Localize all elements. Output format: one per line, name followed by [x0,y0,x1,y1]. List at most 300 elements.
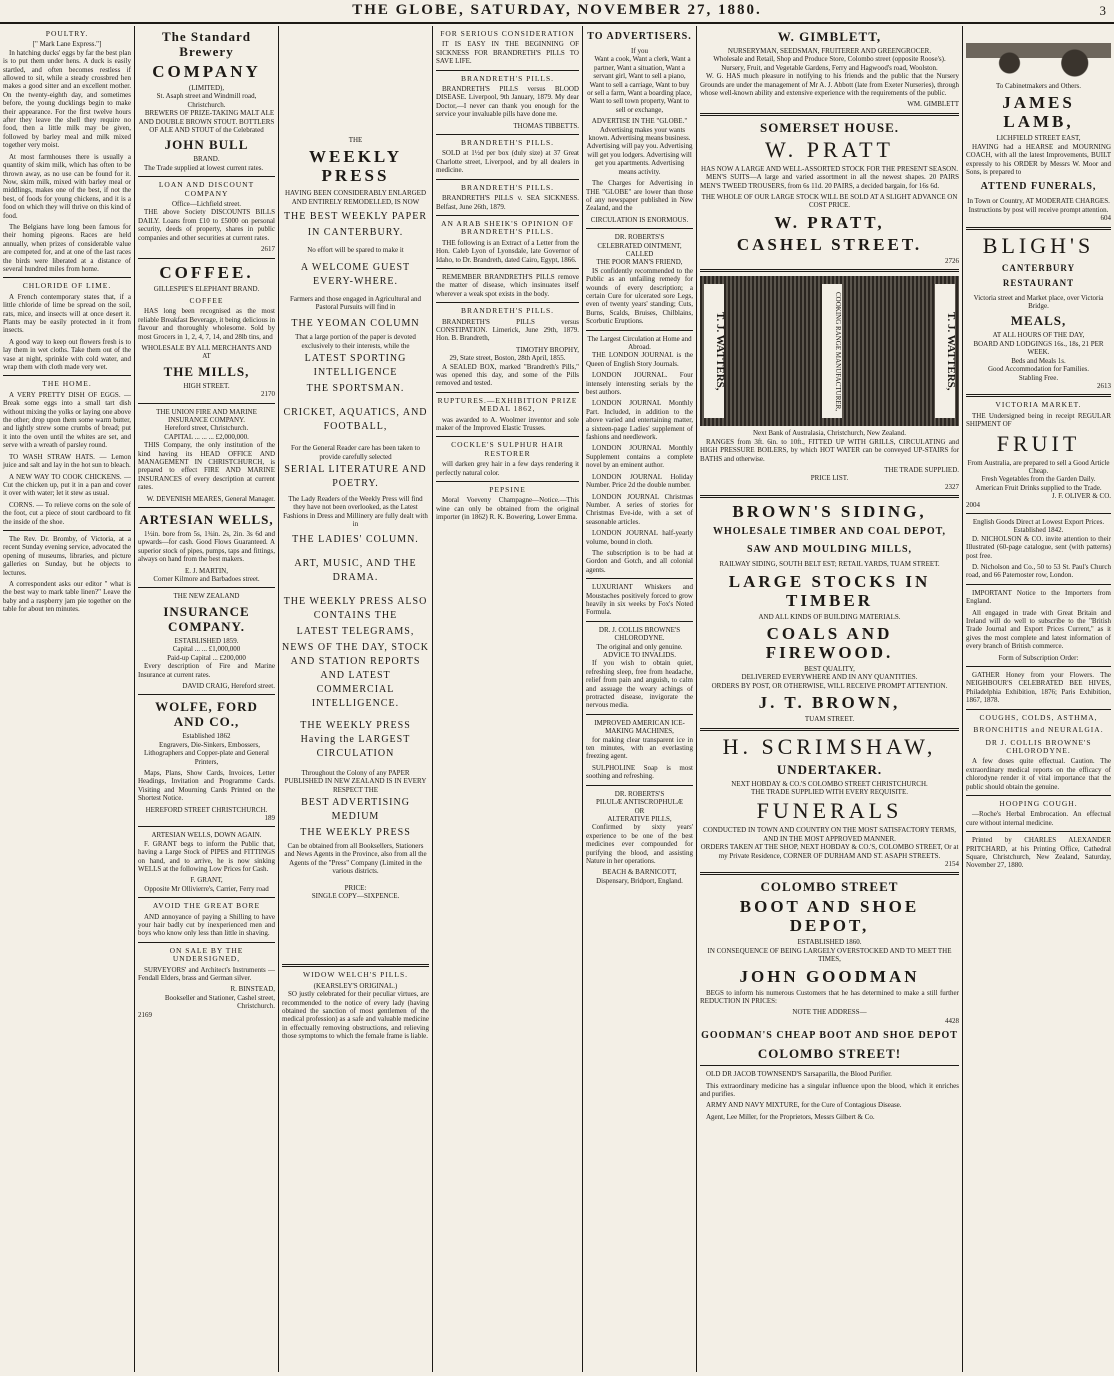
divider [3,277,131,278]
watters-center-label: COOKING RANGE MANUFACTURER, [822,284,842,418]
masthead [0,0,1114,24]
cabinetmakers-heading: To Cabinetmakers and Others. [995,82,1082,90]
coals-quality: BEST QUALITY, [804,664,855,673]
browns-address: RAILWAY SIDING, SOUTH BELT EST; RETAIL YARDS, TUAM STREET. [719,560,940,569]
brewery-title: The Standard Brewery [162,29,251,59]
fruit-american: American Fruit Drinks supplied to the Trade. [975,483,1102,492]
insurance-capital: CAPITAL ... ... ... £2,000,000. [164,432,249,441]
gather-body: GATHER Honey from your Flowers. The NEIGHBOUR'S CELEBRATED BEE HIVES, Philadelphia Exhibition, 1876; Paris Exhibition, 1867, 1878. [966,671,1111,705]
watters-address: Next Bank of Australasia, Christchurch, New Zealand. [753,429,906,438]
divider [3,530,131,531]
browns-heading: BROWN'S SIDING, [732,502,927,522]
invalids-heading: ADVICE TO INVALIDS. [603,651,676,659]
article-heading: POULTRY. [45,29,89,38]
insurance-agent: W. DEVENISH MEARES, General Manager. [146,494,275,503]
brandreth-signature: TIMOTHY BROPHY, [515,345,579,354]
funerals-body: CONDUCTED IN TOWN AND COUNTRY ON THE MOST SATISFACTORY TERMS, AND IN THE MOST APPROVED MANNER. [703,826,956,843]
brandreth-heading: BRANDRETH'S PILLS. [460,306,555,316]
ice-machine-body: for making clear transparent ice in ten minutes, with an everlasting freezing agent. [586,735,693,761]
bligh-beds: Beds and Meals 1s. [1011,356,1066,365]
widow-body: SO justly celebrated for their peculiar virtues, are recommended to the notice of every lady (having obtained the sanction of most gentlemen of the medical profession) as a safe and valuable medicine in effectually removing obstructions, and relieving those symptoms to which the female frame is liable. [282,990,429,1041]
bligh-hours: AT ALL HOURS OF THE DAY, [992,331,1085,340]
lamb-funerals: ATTEND FUNERALS, [980,181,1097,193]
ad-ref-number: 4428 [945,1016,959,1025]
ice-machine-heading: IMPROVED AMERICAN ICE-MAKING MACHINES, [594,718,685,736]
divider [436,268,579,269]
page-number: 3 [1099,3,1106,18]
wolfe-established: Established 1862 [182,732,231,741]
collis2-body: A few doses quite effectual. Caution. The extraordinary medical reports on the efficacy of chlorodyne render it of vital importance that the public should obtain the genuine. [966,757,1111,791]
nz-established: ESTABLISHED 1859. [174,636,239,645]
divider [436,134,579,135]
pepsine-heading: PEPSINE [489,485,526,495]
ruptures-heading: RUPTURES.—EXHIBITION PRIZE MEDAL 1862, [437,395,578,414]
weekly-yeoman-body: That a large portion of the paper is devoted exclusively to their interests, while the [295,333,416,350]
brandreth-heading: BRANDRETH'S PILLS. [460,182,555,192]
goodman-note: NOTE THE ADDRESS— [792,1008,867,1017]
bore-body: AND annoyance of paying a Shilling to have your hair badly cut by inexperienced men and boys who know only less than little in shaving. [138,912,275,938]
newspaper-title: THE GLOBE, SATURDAY, NOVEMBER 27, 1880. [352,2,762,18]
bore-heading: AVOID THE GREAT BORE [152,901,261,911]
scrimshaw-next: NEXT HOBDAY & CO.'S COLOMBO STREET CHRISTCHURCH. [731,779,928,788]
lamb-heading: JAMES LAMB, [1002,93,1075,132]
lamb-street: LICHFIELD STREET EAST, [996,134,1081,143]
brown-name: J. T. BROWN, [758,693,901,713]
divider [700,269,959,272]
divider [138,176,275,177]
ad-ref-number: 2726 [945,256,959,265]
boot-established: ESTABLISHED 1860. [797,938,862,947]
divider [436,70,579,71]
goodman-street: COLOMBO STREET! [757,1046,902,1062]
weekly-farmers: Farmers and those engaged in Agricultural and Pastoral Pursuits will find in [289,294,422,312]
pills-title: PILULÆ ANTISCROPHULÆ [596,798,683,807]
advertisers-circulation: CIRCULATION IS ENORMOUS. [590,215,689,224]
pepsine-body: Moral Voeveny Champagne—Notice.—This wine can only be obtained from the original importer (in 1862) R. K. Bowering, Lower Emma. [436,496,579,522]
goodman-body: BEGS to inform his numerous Customers that he has determined to make a still further REDUCTION IN PRICES: [700,988,959,1006]
nz-paid: Paid-up Capital ... £200,000 [167,653,246,662]
brandreth-body: BRANDRETH'S PILLS versus BLOOD DISEASE. Liverpool, 9th January, 1879. My dear Doctor,—I never can thank you enough for the service your invaluable pills have done me. [436,85,579,119]
divider [966,666,1111,667]
bronchitis-heading: BRONCHITIS and NEURALGIA. [973,725,1104,735]
sale-heading: ON SALE BY THE UNDERSIGNED, [169,945,244,964]
divider [586,578,693,579]
weekly-circulation: THE WEEKLY PRESS Having the LARGEST CIRCULATION [300,719,411,759]
gimblett-nursery: Nursery, Fruit, and Vegetable Gardens, Ferry and Hagwood's road, Woolston. [721,63,938,72]
important-body: All engaged in trade with Great Britain and Ireland will do well to subscribe to the "British Trade Journal and Export Prices Current," as it gives the most complete and latest information of every branch of British commerce. [966,608,1111,651]
brandreth-body: BRANDRETH'S PILLS versus CONSTIPATION. Limerick, June 29th, 1879. Hon. B. Brandreth, [436,317,579,343]
collis-sub: The original and only genuine. [596,642,683,651]
pills-heading: DR. ROBERTS'S [614,789,665,798]
gimblett-address: Wholesale and Retail, Shop and Produce Store, Colombo street (opposite Roose's). [713,55,946,64]
advertisers-globe: ADVERTISE IN THE "GLOBE." [591,117,688,126]
divider [138,826,275,827]
weekly-cricket: CRICKET, AQUATICS, AND FOOTBALL, [283,407,428,433]
divider [700,728,959,731]
weekly-general: For the General Reader care has been taken to provide carefully selected [290,444,421,461]
pratt-items: MEN'S SUITS—A large and varied assortment in all the newest shapes. 20 PAIRS MEN'S TWEED TROUSERS, from 6s 11d. 20 PAIRS, a decided bargain, for 16s 6d. [700,173,959,190]
divider [436,481,579,482]
coughs-heading: COUGHS, COLDS, ASTHMA, [979,712,1098,722]
weekly-effort: No effort will be spared to make it [307,246,404,255]
browns-stocks: LARGE STOCKS IN TIMBER [728,571,931,610]
insurance-sub: Hereford street, Christchurch. [164,424,249,433]
coals-heading: COALS AND FIREWOOD. [765,623,894,662]
sheik-body: THE following is an Extract of a Letter from the Hon. Caleb Lyon of Lyonsdale, late Governor of Idaho, to Dr. Brandreth, dated Cairo, Egypt, 1866. [436,238,579,264]
ointment-called: CALLED [625,249,654,258]
pratt-whole: THE WHOLE OF OUR LARGE STOCK WILL BE SOLD AT A SLIGHT ADVANCE ON COST PRICE. [701,193,958,210]
ad-ref-number: 2170 [261,390,275,399]
ad-ref-number: 604 [1100,214,1111,223]
pills-or: OR [634,806,645,815]
remember-body: REMEMBER BRANDRETH'S PILLS remove the matter of disease, which insinuates itself wherever a weak spot exists in the body. [436,272,579,298]
wolfe-body2: Maps, Plans, Show Cards, Invoices, Letter Headings, Invitation and Programme Cards. Visiting and Mourning Cards Printed on the Shortest Notice. [138,768,275,803]
weekly-ladies-col: THE LADIES' COLUMN. [292,533,419,545]
bligh-address: Victoria street and Market place, over Victoria Bridge. [973,293,1104,311]
divider [138,587,275,588]
hooping-body: —Roche's Herbal Embrocation. An effectual cure without internal medicine. [966,810,1111,827]
divider [966,584,1111,585]
hooping-heading: HOOPING COUGH. [999,798,1078,808]
article-paragraph: The Belgians have long been famous for their homing pigeons. Races are held annually, when prizes of considerable value are competed for, and at one of the last races the birds were liberated at a distance of several hundred miles from home. [3,222,131,273]
ad-ref-number: 2613 [1097,381,1111,390]
brewery-limited: (LIMITED), [188,84,225,92]
sale-name: R. BINSTEAD, [230,985,275,994]
invalids-body: If you wish to obtain quiet, refreshing sleep, free from headache, relief from pain and anguish, to calm and assuage the weary achings of protracted disease, invigorate the nervous media. [586,659,693,710]
weekly-serial: SERIAL LITERATURE AND POETRY. [284,464,427,490]
sale-body: SURVEYORS' and Architect's Instruments — Fendall Elders, brass and German silver. [138,965,275,983]
divider [966,513,1111,514]
bligh-accom: Good Accommodation for Families. [987,365,1090,374]
circulation-heading: The Largest Circulation at Home and Abroad. [587,334,692,351]
ad-ref-number: 2004 [966,500,980,509]
insurance-heading: THE UNION FIRE AND MARINE INSURANCE COMPANY. [156,407,257,424]
weekly-contains: THE WEEKLY PRESS ALSO CONTAINS THE [283,595,428,621]
divider [586,785,693,786]
nz-capital: Capital ... ... £1,000,000 [172,645,241,654]
hearse-illustration [966,28,1111,78]
sarsaparilla-body: This extraordinary medicine has a singular influence upon the blood, which it enriches and purifies. [700,1081,959,1099]
nz-heading: THE NEW ZEALAND [173,592,240,601]
article-paragraph: The Rev. Dr. Bromby, of Victoria, at a recent Sunday evening service, advocated the opening of museums, libraries, and picture galleries on Sunday, but he objects to lectures. [3,534,131,577]
article-paragraph: A NEW WAY TO COOK CHICKENS. — Cut the chicken up, put it in a pan and cover it over with water; let it stew as usual. [3,472,131,498]
gimblett-sub: NURSERYMAN, SEEDSMAN, FRUITERER AND GREENGROCER. [727,47,932,55]
ranges-body: RANGES from 3ft. 6in. to 10ft., FITTED UP WITH GRILLS, CIRCULATING and HIGH PRESSURE BOILERS, by which HOT WATER can be conveyed UP-STAIRS for BATHS and otherwise. [700,437,959,463]
divider [966,394,1111,397]
pratt2-heading: W. PRATT, [774,212,885,232]
divider [138,942,275,943]
divider [700,872,959,875]
artesian-name: F. GRANT, [190,876,223,885]
sheik-heading: AN ARAB SHEIK'S OPINION OF BRANDRETH'S PILLS. [441,218,574,237]
divider [700,495,959,498]
brandreth-signature: THOMAS TIBBETTS. [513,121,579,130]
divider [436,392,579,393]
divider [586,621,693,622]
mills-heading: THE MILLS, [163,363,250,379]
pills-maker: BEACH & BARNICOTT, [602,868,677,877]
cockle-heading: COCKLE'S SULPHUR HAIR RESTORER [451,440,564,458]
sale-address: Bookseller and Stationer, Cashel street, Christchurch. [164,993,275,1011]
article-paragraph: A VERY PRETTY DISH OF EGGS. — Break some eggs into a small tart dish without mixing the yolks or laying one above the other; drop upon them some warm butter, and lightly strew some crumbs of bread; put it into the oven until the whites are set, and serve with a wreath of parsley round. [3,390,131,450]
weekly-the: THE [348,136,363,144]
ointment-title: CELEBRATED OINTMENT, [597,241,682,250]
funerals-heading: FUNERALS [756,798,903,824]
pratt2-street: CASHEL STREET. [736,234,923,254]
weekly-price: SINGLE COPY—SIXPENCE. [311,891,400,900]
ad-ref-number: 2617 [261,245,275,254]
market-heading: VICTORIA MARKET. [995,400,1082,410]
cooking-range-illustration [700,276,959,426]
weekly-ladies: The Lady Readers of the Weekly Press will find they have not been overlooked, as the Latest Fashions in Dress and Millinery are fully dealt with in [283,495,428,529]
pills-body: Confirmed by sixty years' experience to be one of the best medicines ever compounded for purifying the blood, and assisting Nature in her operations. [586,823,693,865]
bligh-sub: CANTERBURY RESTAURANT [1001,262,1076,288]
weekly-order: Can be obtained from all Booksellers, Stationers and News Agents in the Province, also from all the Agents of the "Press" Company (Limited in the various districts. [284,841,427,876]
sulpholine-body: SULPHOLINE Soap is most soothing and refreshing. [586,763,693,781]
watters-right-label: T. J. WATTERS, [935,284,955,418]
collis2-heading: DR J. COLLIS BROWNE'S CHLORODYNE. [985,737,1092,755]
divider [700,113,959,116]
brandreth-body: BRANDRETH'S PILLS v. SEA SICKNESS. Belfast, June 26th, 1879. [436,194,579,211]
divider [966,831,1111,832]
london-journal-ad: LONDON JOURNAL Monthly Part. Included, in addition to the above varied and entertaining matter, a sixteen-page Ladies' supplement of fashions and needlework. [586,399,693,442]
brandreth-body: SOLD at 1½d per box (duly size) at 37 Great Charlotte street, Liverpool, and by all dealers in medicine. [436,149,579,175]
coffee-label: COFFEE [189,295,224,305]
london-journal-ad: LONDON JOURNAL. Four intensely interesting serials by the best authors. [586,371,693,397]
ranges-price: PRICE LIST. [810,474,849,483]
london-journal-ad: LONDON JOURNAL Christmas Number. A series of stories for Christmas Eve-ide, with a set of seasonable articles. [586,492,693,526]
column-brewery-ads [135,26,278,1372]
important-heading: IMPORTANT Notice to the Importers from England. [966,588,1111,606]
article-paragraph: A French contemporary states that, if a little chloride of lime be spread on the soil, rats, mice, and insects will at once desert it. Plants may be easily protected in it from insects. [3,292,131,335]
london-journal-ad: LONDON JOURNAL half-yearly volume, bound in cloth. [586,529,693,546]
nz-agent: DAVID CRAIG, Hereford street. [182,681,275,690]
widow-sub: (KEARSLEY'S ORIGINAL.) [313,981,398,990]
weekly-art: ART, MUSIC, AND THE DRAMA. [294,557,417,583]
goodman-heading: JOHN GOODMAN [739,966,920,986]
brewery-brand-sub: BRAND. [193,155,220,164]
lamb-body: HAVING had a HEARSE and MOURNING COACH, with all the latest Improvements, BUILT expressly to his ORDER by Messrs W. Moor and Sons, is prepared to [966,142,1111,177]
advertisers-charges: The Charges for Advertising in THE "GLOBE" are lower than those of any newspaper published in New Zealand, and the [586,179,693,213]
pills-address: Dispensary, Bridport, England. [596,876,683,885]
ranges-trade: THE TRADE SUPPLIED. [884,465,959,474]
navy-heading: ARMY AND NAVY MIXTURE, for the Cure of Contagious Disease. [706,1101,902,1110]
scrimshaw-trade: THE TRADE SUPPLIED WITH EVERY REQUISITE. [751,787,908,796]
brewery-company: COMPANY [152,62,261,81]
divider [282,964,429,967]
pratt-body: HAS NOW A LARGE AND WELL-ASSORTED STOCK FOR THE PRESENT SEASON. [701,164,958,173]
divider [138,403,275,404]
sarsaparilla-heading: OLD DR JACOB TOWNSEND'S Sarsaparilla, the Blood Purifier. [706,1070,892,1079]
divider [138,694,275,695]
wolfe-address: HEREFORD STREET CHRISTCHURCH. [145,805,268,814]
gimblett-signature: WM. GIMBLETT [907,100,959,109]
london-journal-ad: The subscription is to be had at Gordon and Gotch, and all colonial agents. [586,548,693,574]
goodman-cheap: GOODMAN'S CHEAP BOOT AND SHOE DEPOT [701,1030,958,1042]
weekly-yeoman: THE YEOMAN COLUMN [291,318,420,330]
weekly-news: NEWS OF THE DAY, STOCK AND STATION REPORTS AND LATEST COMMERCIAL INTELLIGENCE. [282,641,429,709]
divider [586,330,693,331]
coals-delivered: DELIVERED EVERYWHERE AND IN ANY QUANTITIES. [741,673,918,682]
weekly-welcome: A WELCOME GUEST EVERY-WHERE. [300,261,411,287]
divider [586,228,693,229]
loan-body: THE above Society DISCOUNTS BILLS DAILY. Loans from £10 to £5000 on personal security, deeds of property, shares in public companies and other securities at current rates. [138,208,275,242]
weekly-sub: HAVING BEEN CONSIDERABLY ENLARGED AND ENTIRELY REMODELLED, IS NOW [284,189,427,206]
ad-ref-number: 2169 [138,1010,152,1019]
column-merchants [697,26,962,1372]
wells-address: Corner Kilmore and Barbadoes street. [153,575,260,584]
navy-body: Agent, Lee Miller, for the Proprietors, Messrs Gilbert & Co. [706,1112,875,1121]
weekly-best: THE BEST WEEKLY PAPER [283,211,428,223]
browns-sub: WHOLESALE TIMBER AND COAL DEPOT, [712,526,947,538]
funerals-orders: ORDERS TAKEN AT THE SHOP, NEXT HOBDAY & CO.'S, COLOMBO STREET, Or at my Private Residence, CORNER OF DURHAM AND ST. ASAPH STREETS. [700,843,959,860]
brewery-footer: The Trade supplied at lowest current rates. [144,163,264,172]
nicholson-address: D. Nicholson and Co., 50 to 53 St. Paul's Church road, and 66 Paternoster row, London. [966,563,1111,580]
lamb-instructions: Instructions by post will receive prompt attention. [968,205,1109,214]
sealed-body: A SEALED BOX, marked "Brandreth's Pills," was opened this day, and some of the Pills removed and tested. [436,362,579,388]
divider [966,795,1111,796]
artesian-body: F. GRANT begs to inform the Public that, having a Large Stock of PIPES and FITTINGS on hand, and to arrive, he is now sinking WELLS at the following Low Prices for Cash. [138,839,275,873]
somerset-heading: SOMERSET HOUSE. [759,119,900,135]
bligh-board: BOARD AND LODGINGS 16s., 18s, 21 PER WEEK. [973,339,1104,357]
market-body: THE Undersigned being in receipt REGULAR SHIPMENT OF [966,411,1111,429]
lamb-charges: In Town or Country, AT MODERATE CHARGES. [967,197,1110,206]
watters-left-label: T. J. WATTERS, [704,284,724,418]
article-paragraph: A correspondent asks our editor " what is the best way to mark table linen?" Leave the baby and a raspberry jam pie together on the table for about ten minutes. [3,579,131,614]
weekly-circ-body: Throughout the Colony of any PAPER PUBLISHED IN NEW ZEALAND IS IN EVERY RESPECT THE [284,768,427,794]
weekly-price-label: PRICE: [344,883,367,892]
divider [436,302,579,303]
brown-street: TUAM STREET. [804,715,855,724]
weekly-telegrams: LATEST TELEGRAMS, [296,625,415,637]
weekly-canterbury: IN CANTERBURY. [307,227,404,239]
boot-consequence: IN CONSEQUENCE OF BEING LARGELY OVERSTOCKED AND TO MEET THE TIMES, [707,946,952,964]
article-paragraph: At most farmhouses there is usually a quantity of skim milk, which has often to be thrown away, as no use can be found for it. Now, skim milk, mixed with barley meal or middlings, makes one of the best, if not the best, of foods for young chickens, and it is a food on which they will thrive on this kind of food. [3,152,131,220]
boot-title: BOOT AND SHOE DEPOT, [739,897,920,936]
article-paragraph: In hatching ducks' eggs by far the best plan is to put them under hens. A duck is easily startled, and often becomes restless if allowed to sit, while a steady crossbred hen makes a good sitter and an excellent mother. On the twenty-eighth day, and sometimes before, the young ducklings begin to make their appearance. For the first twelve hours after they leave the shell they require no food, then a little milk may be given, followed by barley meal and milk mixed together very moist. [3,48,131,150]
divider [3,375,131,376]
coffee-sub: GILLESPIE'S ELEPHANT BRAND. [153,284,260,293]
loan-heading: LOAN AND DISCOUNT COMPANY [158,180,255,198]
column-advertisers [583,26,696,1372]
coffee-wholesale: WHOLESALE BY ALL MERCHANTS AND AT [141,343,272,361]
coffee-heading: COFFEE. [159,262,254,282]
weekly-sportsman: THE SPORTSMAN. [306,383,405,395]
boot-heading: COLOMBO STREET [760,879,899,895]
nz-body: Every description of Fire and Marine Insurance at current rates. [138,662,275,679]
whiskers-body: LUXURIANT Whiskers and Moustaches positively forced to grow heavily in six weeks by Fox's Noted Formula. [586,583,693,617]
collis-heading: DR. J. COLLIS BROWNE'S CHLORODYNE. [598,625,681,643]
divider [436,436,579,437]
weekly-medium: BEST ADVERTISING MEDIUM [301,796,410,822]
divider [436,179,579,180]
bligh-stabling: Stabling Free. [1018,373,1059,382]
divider [966,227,1111,230]
article-paragraph: CORNS. — To relieve corns on the sole of the foot, cut a piece of stout cardboard to fit the inside of the shoe. [3,500,131,526]
insurance-body: THIS Company, the only institution of the kind having its HEAD OFFICE AND MANAGEMENT IN CHRISTCHURCH, is prepared to effect FIRE AND MARINE INSURANCES of every description at current rates. [138,441,275,492]
ointment-name: THE POOR MAN'S FRIEND, [596,258,683,267]
nz-insurance: INSURANCE COMPANY. [163,603,250,634]
scrimshaw-heading: H. SCRIMSHAW, [722,733,937,759]
artesian-address: Opposite Mr Ollivierre's, Carrier, Ferry road [144,884,269,893]
coffee-body: HAS long been recognised as the most reliable Breakfast Beverage, it being delicious in flavour and thoroughly wholesome. Sold by most Grocers in 1, 2, 4, 7, 14, and 28lb tins, and [138,307,275,341]
article-paragraph: A good way to keep out flowers fresh is to lay them in wet cloths. Take them out of the vase at night, sprinkle with cold water, and wrap them with cloth made very wet. [3,337,131,372]
bligh-meals: MEALS, [1010,313,1067,329]
wolfe-heading: WOLFE, FORD AND CO., [155,699,258,730]
brewery-brand: JOHN BULL [164,137,249,153]
column-brandreth-pills [433,26,582,1372]
bligh-heading: BLIGH'S [982,232,1095,258]
advertisers-heading: TO ADVERTISERS. [587,31,692,42]
mills-address: HIGH STREET. [183,381,230,390]
pratt-heading: W. PRATT [765,136,894,162]
brandreth-heading: BRANDRETH'S PILLS. [460,138,555,148]
london-journal-ad: LONDON JOURNAL Monthly Supplement contains a complete novel by an eminent author. [586,444,693,470]
serious-body: IT IS EASY IN THE BEGINNING OF SICKNESS FOR BRANDRETH'S PILLS TO SAVE LIFE. [436,40,579,66]
pills-alt: ALTERATIVE PILLS, [607,814,672,823]
nicholson-est: Established 1842. [1013,526,1064,535]
column-poultry [0,26,134,1372]
browns-materials: AND ALL KINDS OF BUILDING MATERIALS. [758,612,901,621]
advertisers-intro: If you [631,47,648,55]
divider [138,897,275,898]
browns-mill: SAW AND MOULDING MILLS, [746,544,913,556]
fruit-vegetables: Fresh Vegetables from the Garden Daily. [981,475,1096,484]
divider [138,507,275,508]
article-source: [" Mark Lane Express."] [32,40,102,49]
ointment-body: IS confidently recommended to the Public as an unfailing remedy for wounds of every description; a certain Cure for ulcerated sore Legs, even of twenty years' standing; Cuts, Burns, Scalds, Bruises, Chilblains, Scorbutic Eruptions. [586,266,693,326]
wells-body: 1½in. bore from 5s, 1¾in. 2s, 2in. 3s 6d and upwards—for cash. Good Flows Guaranteed. A superior stock of pipes, pumps, taps and fittings, always on hand from the best makers. [138,530,275,564]
cockle-body: will darken grey hair in a few days rendering it perfectly natural color. [436,460,579,477]
brewery-address: St. Asaph street and Windmill road, Christchurch. [156,92,257,109]
advertisers-wants: Want a cook, Want a clerk, Want a partner, Want a situation, Want a servant girl, Want to sell a piano, Want to sell a carriage, Want to buy or sell a farm, Want a boarding place, Want to sell town property, Want to sell or exchange, [587,55,692,114]
brandreth-address: 29, State street, Boston, 28th April, 1855. [449,354,566,363]
ad-ref-number: 189 [264,813,275,822]
article-heading: CHLORIDE OF LIME. [22,281,112,291]
wolfe-body: Engravers, Die-Sinkers, Embossers, Lithographers and Copper-plate and General Printers, [143,740,270,766]
form-heading: Form of Subscription Order: [998,653,1079,662]
weekly-sporting: LATEST SPORTING INTELLIGENCE [304,353,407,379]
divider [966,709,1111,710]
weekly-press2: THE WEEKLY PRESS [300,826,411,838]
scrimshaw-sub: UNDERTAKER. [776,761,883,777]
gimblett-body: W. G. HAS much pleasure in notifying to his friends and the public that the Nursery Grounds are under the management of Mr A. J. Abbott (late from Exeter Nurseries), through whose well-known ability and extensive experience with the requirements of the public. [700,72,959,98]
weekly-press-title: WEEKLY PRESS [309,147,402,186]
artesian-heading: ARTESIAN WELLS, DOWN AGAIN. [151,831,262,840]
fruit-heading: FRUIT [996,430,1081,456]
nicholson-heading: English Goods Direct at Lowest Export Prices. [972,517,1105,526]
fruit-name: J. F. OLIVER & CO. [1051,492,1111,501]
london-journal-ad: LONDON JOURNAL Holiday Number. Price 2d the double number. [586,472,693,490]
brewery-body: BREWERS OF PRIZE-TAKING MALT ALE AND DOUBLE BROWN STOUT. BOTTLERS OF ALE AND STOUT of the Celebrated [138,109,275,135]
divider [138,258,275,259]
gimblett-heading: W. GIMBLETT, [777,29,882,44]
article-heading: THE HOME. [42,379,92,389]
nicholson-body: D. NICHOLSON & CO. invite attention to their Illustrated (60-page catalogue, sent (with patterns) post free. [966,534,1111,560]
wells-heading: ARTESIAN WELLS, [139,512,274,528]
divider [700,1065,959,1066]
ad-ref-number: 2154 [945,860,959,868]
advertisers-body: Advertising makes your wants known. Advertising means business. Advertising will pay you. Advertising will get you lodgers. Advertising will get you apartments. Advertising means activity. [586,125,693,176]
ad-ref-number: 2327 [945,482,959,491]
wells-name: E. J. MARTIN, [185,566,228,575]
ruptures-body: was awarded to A. Woolmer inventor and sole maker of the Improved Elastic Trusses. [436,415,579,433]
article-paragraph: TO WASH STRAW HATS. — Lemon juice and salt and lay in the hot sun to bleach. [3,452,131,470]
column-lamb-bligh [963,26,1114,1372]
divider [436,215,579,216]
printer-imprint: Printed by CHARLES ALEXANDER PRITCHARD, at his Printing Office, Cathedral Square, Christchurch, New Zealand, Saturday, November 27, 1880. [966,836,1111,870]
serious-heading: FOR SERIOUS CONSIDERATION [440,29,575,38]
